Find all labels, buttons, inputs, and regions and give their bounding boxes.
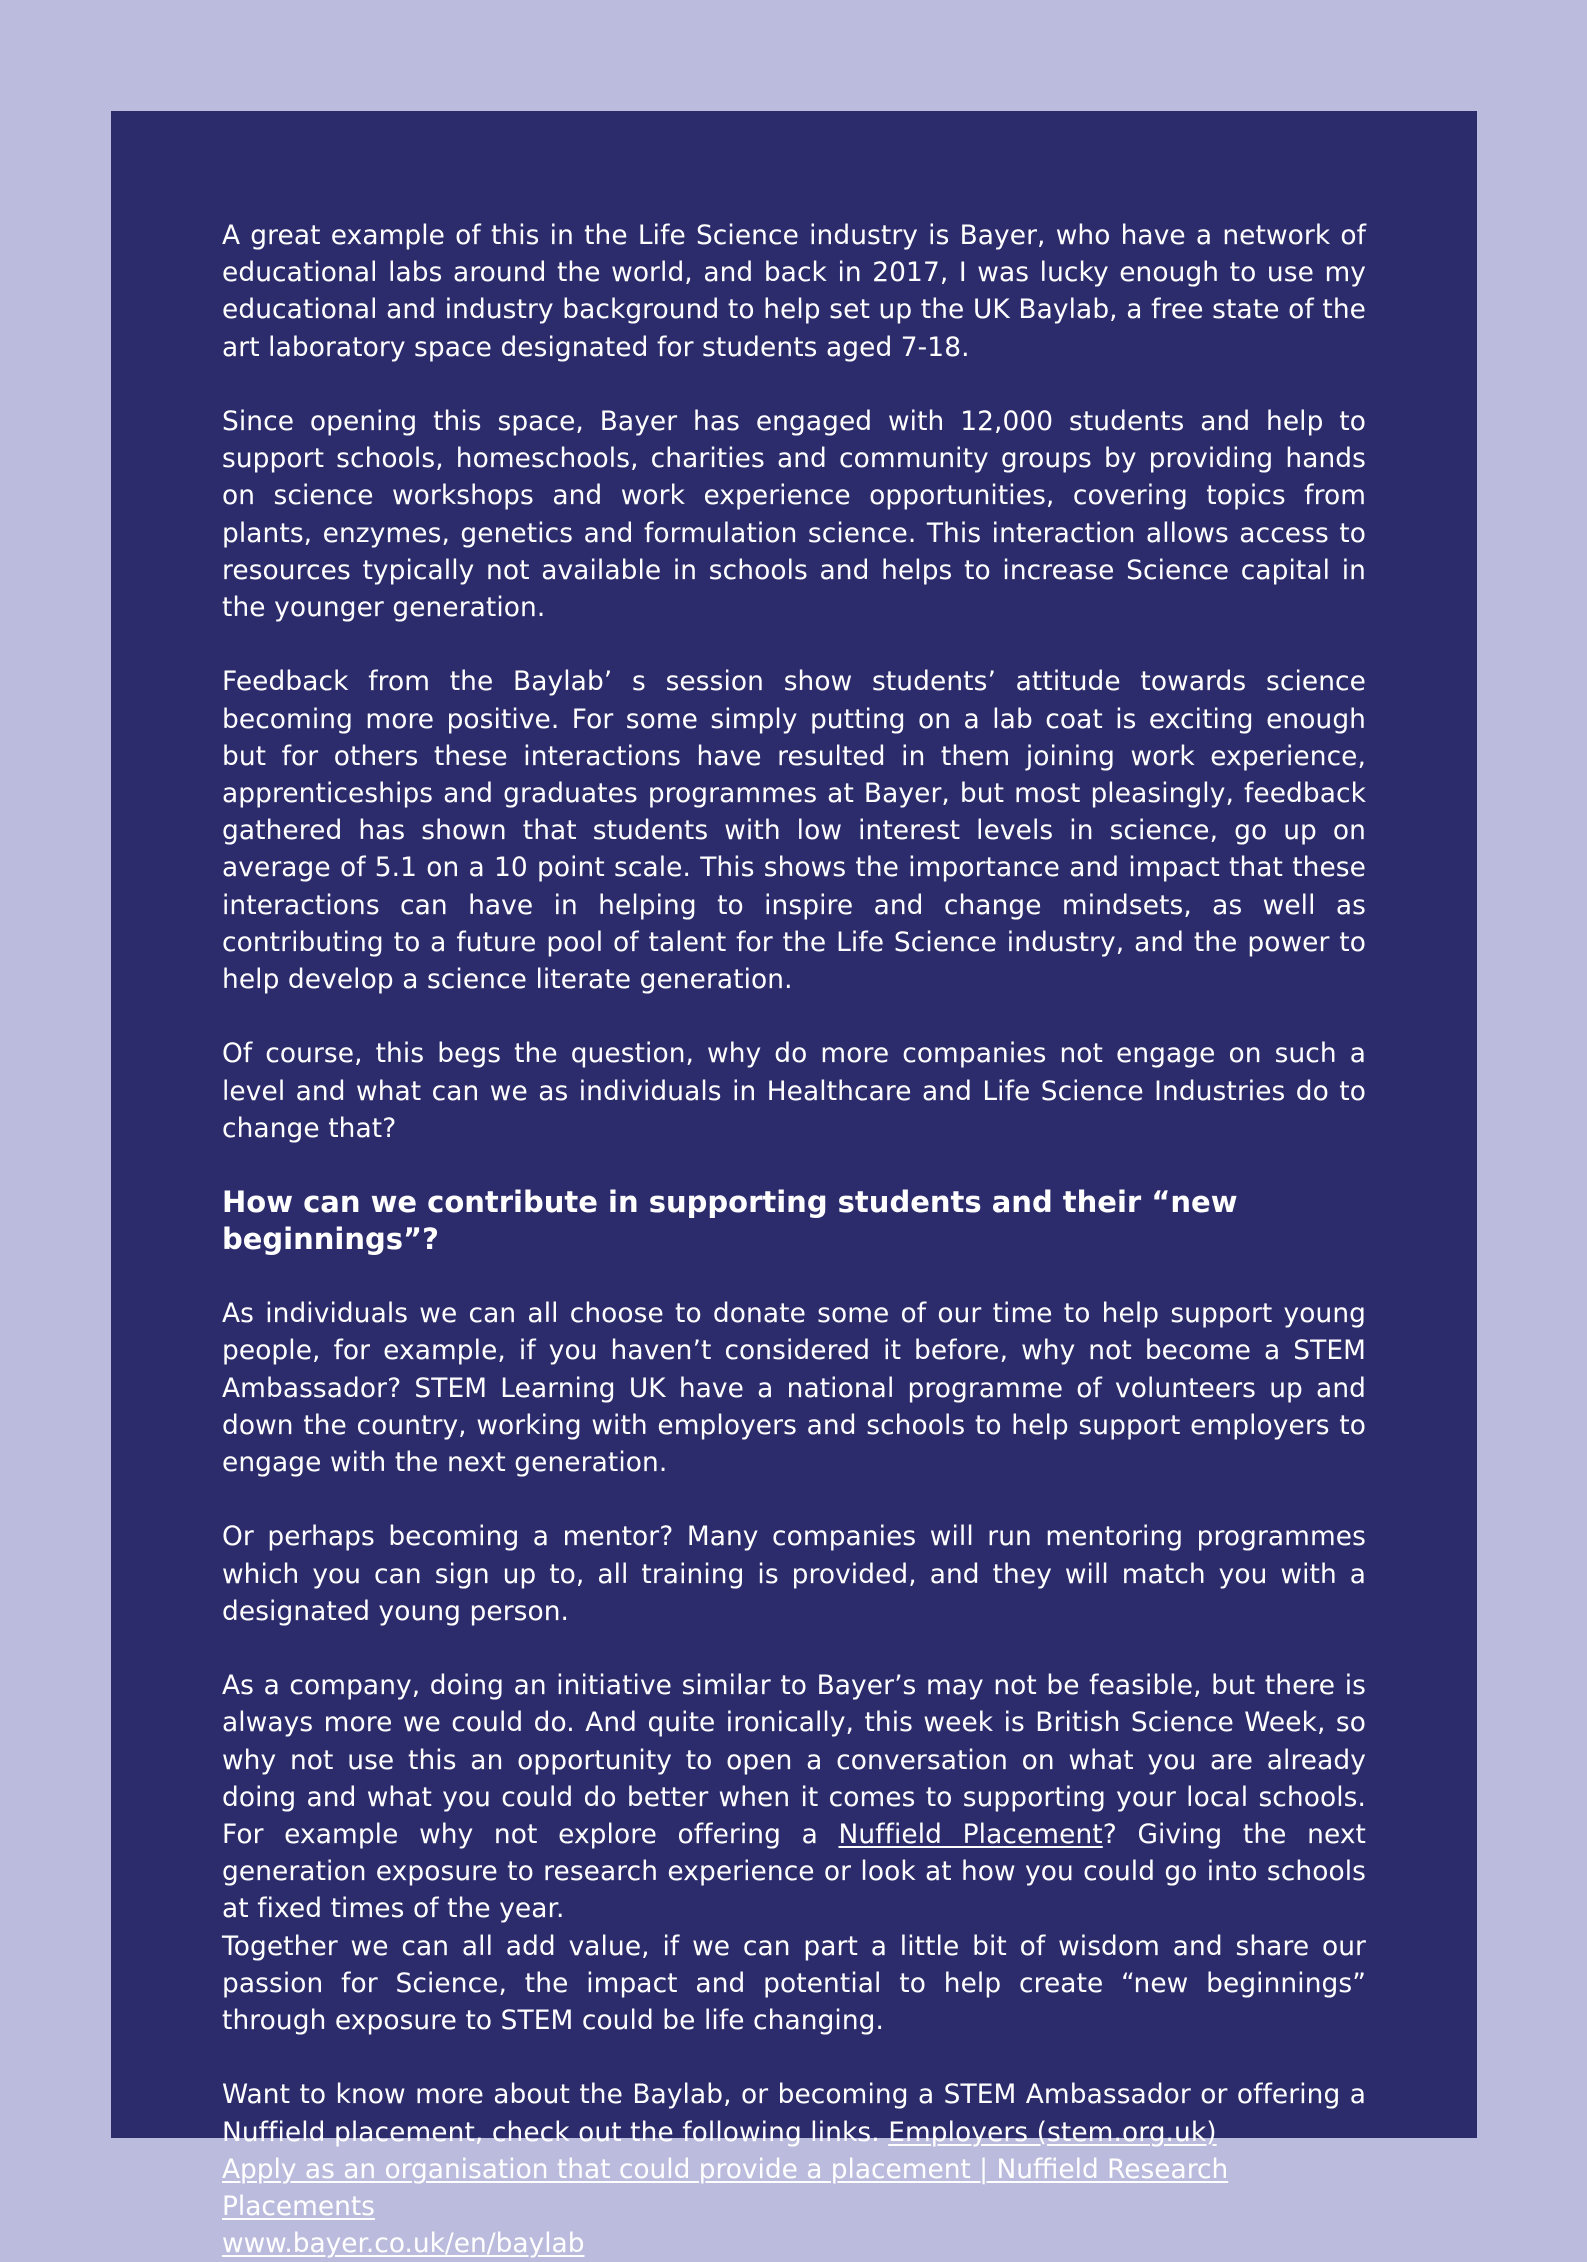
employers-stem-link[interactable]: Employers (stem.org.uk): [888, 2116, 1217, 2148]
paragraph-stem-ambassador: As individuals we can all choose to donate some of our time to help support young people, for example, if you haven’t considered it before, why not become a STEM Ambassador? STEM Learning UK have a national programme of volunteers up and down the country, working with employers and schools to help support employers to engage with the next generation.: [222, 1298, 1366, 1479]
nuffield-placement-link[interactable]: Nuffield Placement: [838, 1819, 1103, 1851]
paragraph-engagement: Since opening this space, Bayer has engaged with 12,000 students and help to support schools, homeschools, charities and community groups by providing hands on science workshops and work experience opportunities, covering topics from plants, enzymes, genetics and formulation science. This interaction allows access to resources typically not available in schools and helps to increase Science capital in the younger generation.: [222, 406, 1366, 624]
paragraph-company-initiative: [222, 1667, 1366, 1927]
section-heading: How can we contribute in supporting students and their “new beginnings”?: [222, 1185, 1238, 1257]
paragraph-question: Of course, this begs the question, why do more companies not engage on such a level and what can we as individuals in Healthcare and Life Science Industries do to change that?: [222, 1038, 1366, 1144]
links-intro-text: Want to know more about the Baylab, or becoming a STEM Ambassador or offering a Nuffield placement, check out the following links.: [222, 2079, 1366, 2148]
paragraph-together: Together we can all add value, if we can part a little bit of wisdom and share our passion for Science, the impact and potential to help create “new beginnings” through exposure to STEM could be life changing.: [222, 1930, 1366, 2037]
paragraph-feedback: Feedback from the Baylab’ s session show students’ attitude towards science becoming more positive. For some simply putting on a lab coat is exciting enough but for others these interactions have resulted in them joining work experience, apprenticeships and graduates programmes at Bayer, but most pleasingly, feedback gathered has shown that students with low interest levels in science, go up on average of 5.1 on a 10 point scale. This shows the importance and impact that these interactions can have in helping to inspire and change mindsets, as well as contributing to a future pool of talent for the Life Science industry, and the power to help develop a science literate generation.: [222, 666, 1366, 996]
nuffield-research-placements-link[interactable]: Apply as an organisation that could provide a placement | Nuffield Research Placements: [222, 2153, 1229, 2223]
paragraph-links-intro: [222, 2076, 1366, 2150]
paragraph-baylab-intro: A great example of this in the Life Science industry is Bayer, who have a network of educational labs around the world, and back in 2017, I was lucky enough to use my educational and industry background to help set up the UK Baylab, a free state of the art laboratory space designated for students aged 7-18.: [222, 220, 1366, 363]
company-initiative-text: As a company, doing an initiative similar to Bayer’s may not be feasible, but there is always more we could do. And quite ironically, this week is British Science Week, so why not use this an opportunity to open a conversation on what you are already doing and what you could do better when it comes to supporting your local schools. For example why not explore offering a: [222, 1670, 1366, 1851]
bayer-baylab-link[interactable]: www.bayer.co.uk/en/baylab: [222, 2228, 585, 2260]
article-panel: [111, 111, 1477, 2260]
company-initiative-text-end: ? Giving the next generation exposure to research experience or look at how you could go into schools at fixed times of the year.: [222, 1819, 1366, 1925]
paragraph-mentor: Or perhaps becoming a mentor? Many companies will run mentoring programmes which you can sign up to, all training is provided, and they will match you with a designated young person.: [222, 1521, 1366, 1627]
